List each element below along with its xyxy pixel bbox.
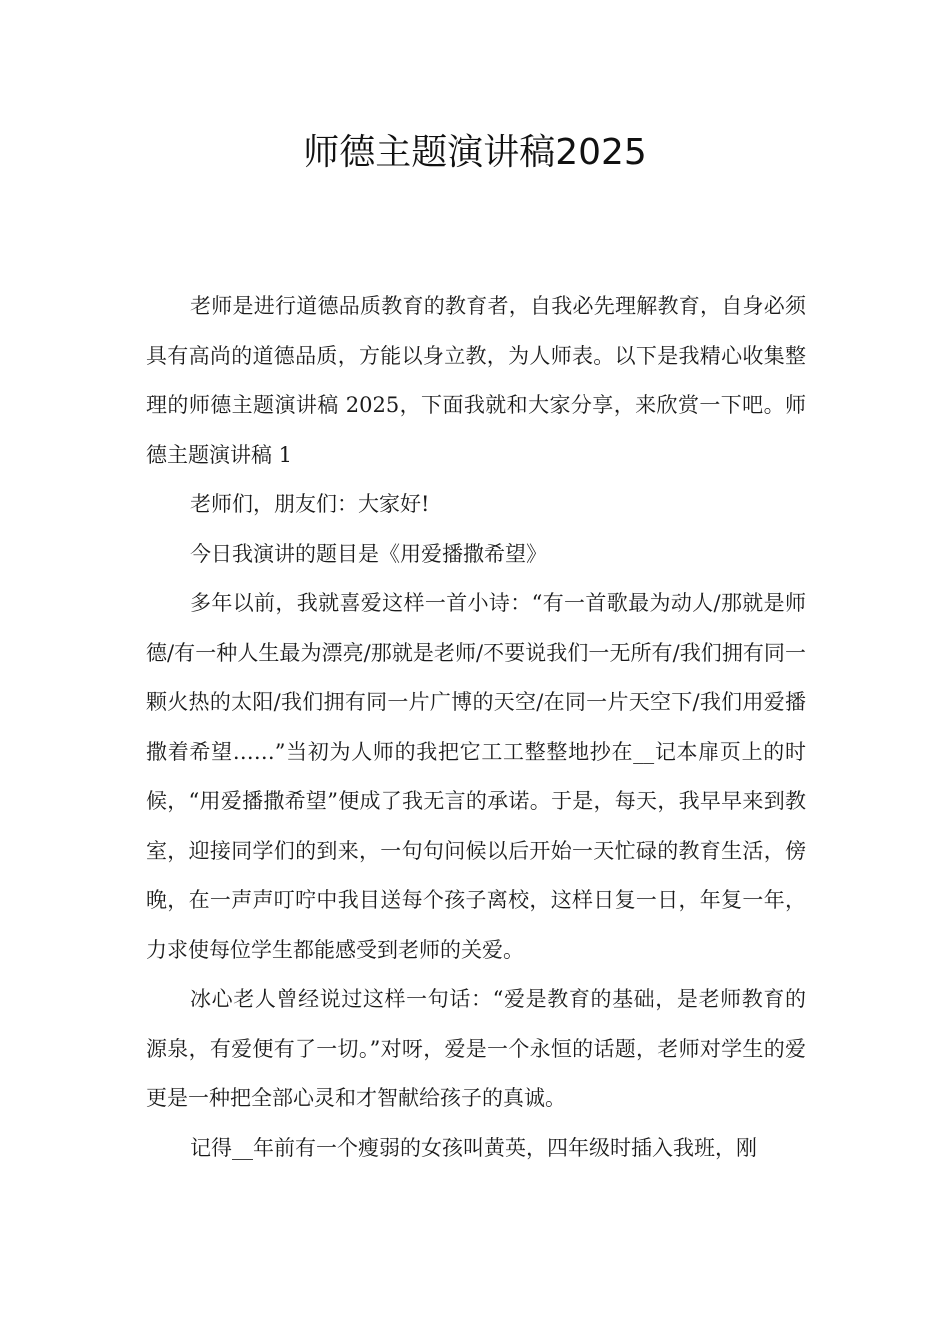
- paragraph: 记得__年前有一个瘦弱的女孩叫黄英，四年级时插入我班，刚: [190, 1135, 757, 1160]
- paragraph: 多年以前，我就喜爱这样一首小诗：“有一首歌最为动人/那就是师德/有一种人生最为漂亮/那就是老师/不要说我们一无所有/我们拥有同一颗火热的太阳/我们拥有同一片广博的天空/在同一片天空下/我们用爱播撒着希望……”当初为人师的我把它工工整整地抄在__记本扉页上的时候，“用爱播撒希望”便成了我无言的承诺。于是，每天，我早早来到教室，迎接同学们的到来，一句句问候以后开始一天忙碌的教育生活，傍晚，在一声声叮咛中我目送每个孩子离校，这样日复一日，年复一年，力求使每位学生都能感受到老师的关爱。: [146, 591, 806, 962]
- document-title: 师德主题演讲稿2025: [303, 132, 647, 173]
- document-body: [146, 282, 806, 1173]
- paragraph: 今日我演讲的题目是《用爱播撒希望》: [190, 541, 547, 566]
- paragraph: 老师们，朋友们：大家好!: [190, 492, 430, 516]
- paragraph: 老师是进行道德品质教育的教育者，自我必先理解教育，自身必须具有高尚的道德品质，方能以身立教，为人师表。以下是我精心收集整理的师德主题演讲稿 2025，下面我就和大家分享，来欣赏一下吧。师德主题演讲稿 1: [146, 294, 806, 467]
- paragraph: 冰心老人曾经说过这样一句话：“爱是教育的基础，是老师教育的源泉，有爱便有了一切。”对呀，爱是一个永恒的话题，老师对学生的爱更是一种把全部心灵和才智献给孩子的真诚。: [146, 987, 806, 1110]
